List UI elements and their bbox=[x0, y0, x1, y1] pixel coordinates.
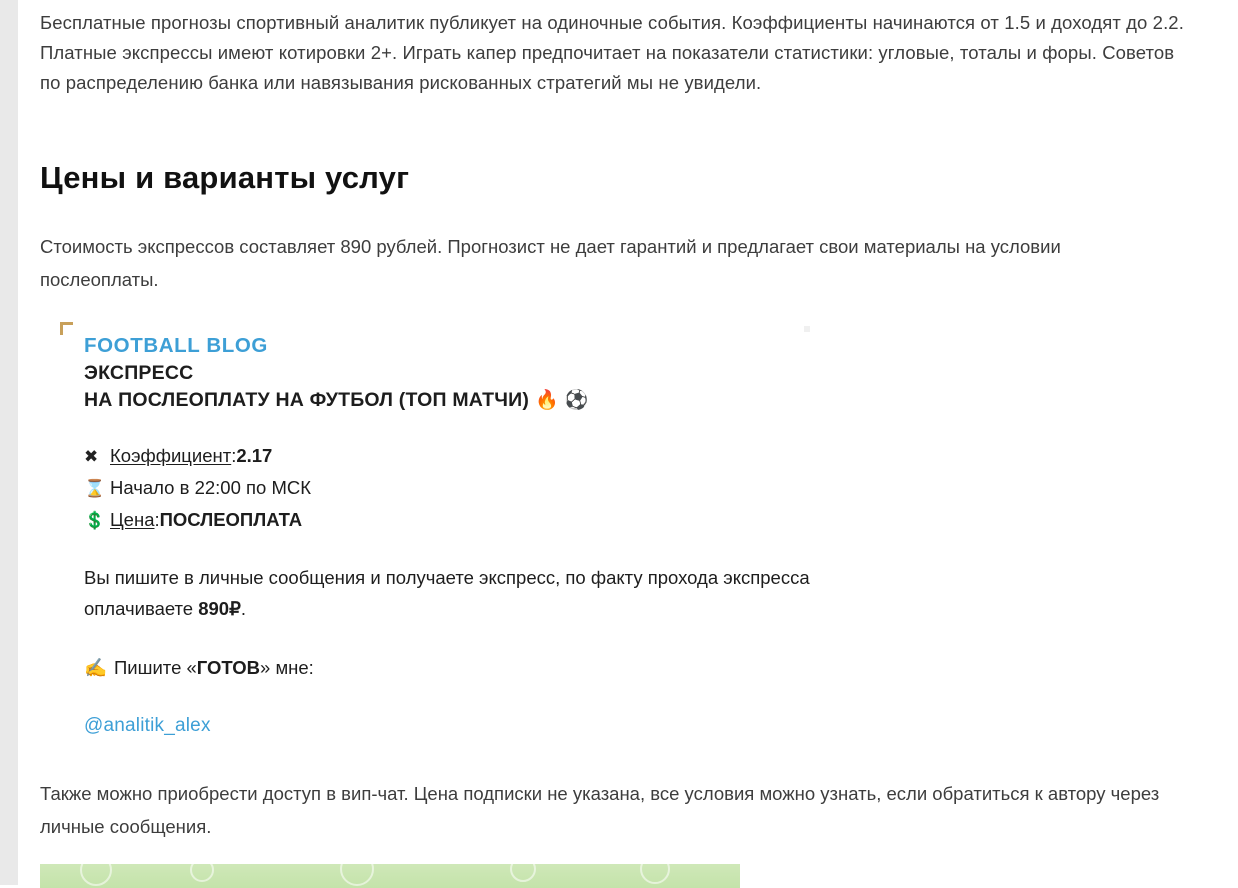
description-amount: 890₽ bbox=[198, 598, 241, 619]
decorative-circle bbox=[340, 864, 374, 886]
decorative-circle bbox=[190, 864, 214, 882]
prices-paragraph: Стоимость экспрессов составляет 890 рублей. Прогнозист не дает гарантий и предлагает свои материалы на условии послеоплаты. bbox=[40, 236, 1061, 290]
hourglass-icon: ⌛ bbox=[84, 479, 106, 498]
description-text: Вы пишите в личные сообщения и получаете экспресс, по факту прохода экспресса оплачиваете bbox=[84, 567, 810, 619]
detail-row-start-time bbox=[84, 472, 830, 504]
telegram-post-body bbox=[40, 332, 830, 737]
decorative-circle bbox=[510, 864, 536, 882]
crop-corner-marker-secondary-icon bbox=[804, 326, 810, 332]
page-left-gutter bbox=[0, 0, 18, 885]
page-title: Цены и варианты услуг bbox=[40, 160, 410, 195]
detail-label-price: Цена bbox=[110, 509, 155, 530]
cta-text-before: Пишите « bbox=[114, 657, 197, 678]
crossed-swords-icon: ✖ bbox=[84, 447, 99, 466]
detail-separator: : bbox=[154, 509, 160, 530]
telegram-post-screenshot bbox=[40, 320, 830, 747]
detail-value-odds: 2.17 bbox=[236, 445, 273, 466]
writing-hand-icon: ✍ bbox=[84, 657, 108, 678]
decorative-circle bbox=[80, 864, 112, 886]
telegram-post-cta bbox=[84, 652, 830, 683]
detail-value-price: ПОСЛЕОПЛАТА bbox=[159, 509, 303, 530]
cta-keyword: ГОТОВ bbox=[196, 657, 261, 678]
dollar-icon: 💲 bbox=[84, 511, 106, 530]
description-text-end: . bbox=[240, 598, 247, 619]
telegram-handle-link[interactable]: @analitik_alex bbox=[84, 715, 211, 736]
detail-row-odds bbox=[84, 440, 830, 472]
detail-separator: : bbox=[231, 445, 237, 466]
article-content bbox=[18, 0, 1238, 843]
telegram-post-title-line2: НА ПОСЛЕОПЛАТУ НА ФУТБОЛ (ТОП МАТЧИ) bbox=[84, 389, 530, 411]
fire-icon: 🔥 bbox=[535, 390, 559, 411]
telegram-post-title-line2-row bbox=[84, 387, 830, 414]
vip-chat-paragraph: Также можно приобрести доступ в вип-чат. Цена подписки не указана, все условия можно узнать, если обратиться к автору через личные сообщения. bbox=[40, 783, 1160, 837]
decorative-circle bbox=[640, 864, 670, 884]
next-image-preview bbox=[40, 864, 740, 888]
intro-paragraph: Бесплатные прогнозы спортивный аналитик публикует на одиночные события. Коэффициенты начинаются от 1.5 и доходят до 2.2. Платные экспрессы имеют котировки 2+. Играть капер предпочитает на показатели статистики: угловые, тоталы и форы. Советов по распределению банка или навязывания рискованных стратегий мы не увидели. bbox=[40, 12, 1184, 93]
telegram-post-description bbox=[84, 562, 824, 624]
soccer-ball-icon: ⚽ bbox=[564, 390, 589, 411]
detail-row-price bbox=[84, 504, 830, 536]
crop-corner-marker-icon bbox=[60, 322, 73, 335]
detail-label-odds: Коэффициент bbox=[110, 445, 232, 466]
detail-value-start-time: Начало в 22:00 по МСК bbox=[110, 477, 311, 498]
cta-text-after: » мне: bbox=[260, 657, 314, 678]
spacer bbox=[84, 414, 830, 440]
telegram-channel-name: FOOTBALL BLOG bbox=[84, 334, 268, 357]
telegram-post-title-line1: ЭКСПРЕСС bbox=[84, 362, 194, 384]
